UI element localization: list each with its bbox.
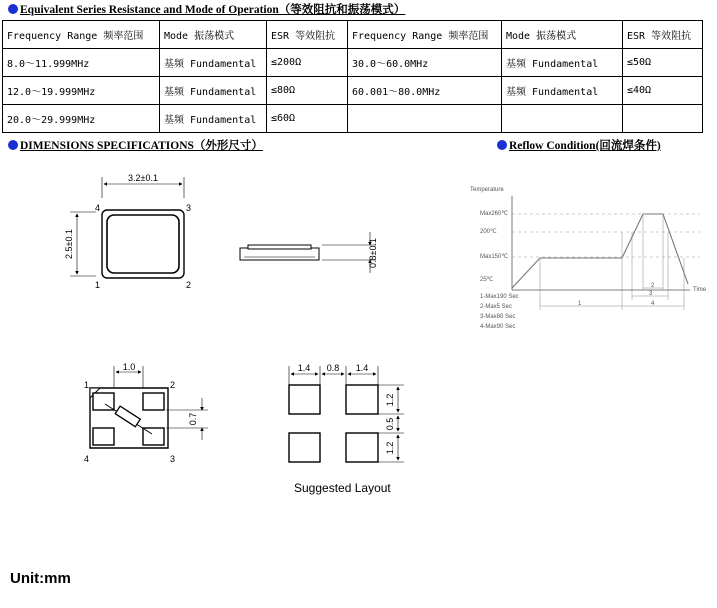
level-200: 200℃	[480, 229, 497, 235]
bottom-spacing-label: 1.0	[122, 362, 136, 372]
crystal-lid	[107, 215, 179, 273]
reflow-y-axis-label: Temperature	[470, 187, 504, 193]
layout-side-dim-3: 1.2	[385, 441, 395, 455]
top-view-drawing	[64, 173, 191, 290]
layout-side-dim-1: 1.2	[385, 393, 395, 407]
reflow-profile-curve	[512, 214, 688, 288]
layout-side-dim-2: 0.5	[385, 417, 395, 431]
level-max260: Max260℃	[480, 211, 509, 217]
table-cell: ≤60Ω	[267, 105, 348, 133]
level-25: 25℃	[480, 277, 494, 283]
bottom-pad-height-label: 0.7	[188, 412, 198, 426]
table-cell: 基频 Fundamental	[160, 105, 267, 133]
bottom-pad	[93, 428, 114, 445]
segment-label-2: 2	[651, 283, 655, 289]
top-width-label: 3.2±0.1	[128, 173, 158, 183]
table-cell: 基频 Fundamental	[502, 49, 623, 77]
esr-header-text: Equivalent Series Resistance and Mode of Operation（等效阻抗和振荡模式）	[20, 4, 406, 16]
top-pin-2: 2	[186, 280, 192, 290]
layout-pad	[346, 433, 378, 462]
table-cell: 基频 Fundamental	[502, 77, 623, 105]
col-header: Frequency Range 频率范围	[348, 21, 502, 49]
reflow-note-2: 2-Max5 Sec	[480, 304, 513, 310]
bottom-pin-2: 2	[170, 380, 176, 390]
table-cell: ≤50Ω	[623, 49, 703, 77]
side-view-drawing	[240, 232, 378, 273]
suggested-layout-drawing	[289, 363, 404, 462]
bottom-pin-4: 4	[84, 454, 90, 464]
col-header: Mode 振荡模式	[502, 21, 623, 49]
level-max150: Max150℃	[480, 254, 509, 260]
col-header: Mode 振荡模式	[160, 21, 267, 49]
bottom-pin-3: 3	[170, 454, 176, 464]
dimensions-header-text: DIMENSIONS SPECIFICATIONS（外形尺寸）	[20, 140, 263, 152]
table-cell: ≤200Ω	[267, 49, 348, 77]
table-cell: ≤80Ω	[267, 77, 348, 105]
segment-label-1: 1	[578, 301, 582, 307]
table-cell: 8.0～11.999MHz	[3, 49, 160, 77]
top-pin-3: 3	[186, 203, 192, 213]
reflow-header-text: Reflow Condition(回流焊条件)	[509, 140, 661, 152]
segment-label-4: 4	[651, 301, 655, 307]
reflow-x-axis-label: Time	[693, 287, 707, 293]
layout-pad	[289, 385, 320, 414]
side-thickness-label: 0.8±0.1	[368, 238, 378, 268]
layout-dim-2: 0.8	[326, 363, 340, 373]
reflow-note-3: 3-Max80 Sec	[480, 314, 516, 320]
segment-label-3: 3	[649, 291, 653, 297]
layout-pad	[346, 385, 378, 414]
bottom-view-drawing	[84, 362, 208, 464]
bottom-pin-1: 1	[84, 380, 90, 390]
layout-dim-1: 1.4	[297, 363, 311, 373]
top-height-label: 2.5±0.1	[64, 229, 74, 259]
table-cell: 12.0～19.999MHz	[3, 77, 160, 105]
unit-label: Unit:mm	[10, 570, 71, 587]
table-cell: 30.0～60.0MHz	[348, 49, 502, 77]
col-header: ESR 等效阻抗	[267, 21, 348, 49]
suggested-layout-title: Suggested Layout	[294, 481, 391, 495]
top-pin-4: 4	[95, 203, 101, 213]
layout-pad	[289, 433, 320, 462]
reflow-note-4: 4-Max90 Sec	[480, 324, 516, 330]
col-header: Frequency Range 频率范围	[3, 21, 160, 49]
crystal-side-body	[240, 248, 319, 260]
table-cell: ≤40Ω	[623, 77, 703, 105]
layout-dim-3: 1.4	[355, 363, 369, 373]
bottom-pad	[143, 393, 164, 410]
table-cell: 基频 Fundamental	[160, 49, 267, 77]
reflow-profile-chart	[470, 187, 707, 330]
top-pin-1: 1	[95, 280, 101, 290]
table-cell: 基频 Fundamental	[160, 77, 267, 105]
table-cell: 20.0～29.999MHz	[3, 105, 160, 133]
table-cell: 60.001～80.0MHz	[348, 77, 502, 105]
reflow-note-1: 1-Max190 Sec	[480, 294, 519, 300]
col-header: ESR 等效阻抗	[623, 21, 703, 49]
